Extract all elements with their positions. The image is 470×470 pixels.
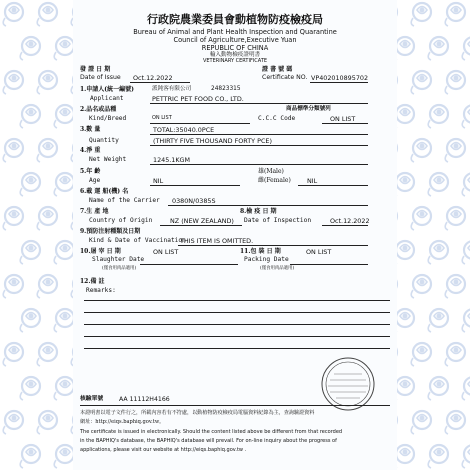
cert-no-label-zh: 證 書 號 碼 (262, 66, 293, 73)
vaccination-label: Kind & Date of Vaccination (89, 237, 186, 244)
applicant-name-zh: 派鈍客有限公司 (152, 86, 192, 92)
quantity-label-zh: 3.數 量 (80, 126, 101, 133)
packing-label-zh: 11.包 裝 日 期 (240, 248, 281, 255)
ccc-value: ON LIST (330, 115, 356, 123)
footer-zh-line-2: 網址：http://eiqs.baphiq.gov.tw。 (80, 419, 165, 425)
vaccination-label-zh: 9.預防注射種類及日期 (80, 228, 141, 235)
footer-en-line-1: The certificate is issued in electronically. Should the content listed above be different from that recorded (80, 429, 343, 435)
origin-label-zh: 7.生 產 地 (80, 208, 109, 215)
certificate-title-zh: 輸入動物檢疫證明書 (209, 52, 261, 58)
country-name: REPUBLIC OF CHINA (201, 44, 269, 52)
certificate-title-en: VETERINARY CERTIFICATE (202, 58, 268, 64)
origin-value: NZ (NEW ZEALAND) (170, 217, 234, 225)
verification-label-zh: 核驗單號 (80, 396, 104, 402)
applicant-id: 24823315 (211, 86, 241, 92)
female-value: NIL (307, 177, 318, 185)
weight-label-zh: 4.淨 重 (80, 147, 101, 154)
remarks-label-zh: 12.備 註 (80, 278, 105, 285)
verification-value: AA 11112H4166 (119, 396, 170, 403)
packing-note: (僅食用肉品適用) (260, 266, 295, 271)
footer-en-line-3: applications, please visit our website at http://eiqs.baphiq.gov.tw . (80, 447, 247, 453)
carrier-value: 0380N/0385S (172, 197, 216, 205)
inspection-label-zh: 8.檢 疫 日 期 (240, 208, 277, 215)
agency-name-zh: 行政院農業委員會動植物防疫檢疫局 (147, 13, 323, 26)
remarks-label: Remarks: (86, 287, 116, 294)
quantity-value: TOTAL:35040.0PCE (153, 126, 215, 134)
ccc-label-zh: 商品標準分類號列 (286, 106, 331, 112)
inspection-value: Oct.12.2022 (330, 217, 370, 225)
female-label: 雌(Female) (258, 177, 291, 184)
origin-label: Country of Origin (89, 217, 153, 224)
slaughter-note: (僅食用肉品適用) (102, 266, 137, 271)
remarks-line (84, 300, 390, 301)
applicant-label-zh: 1.申請人(統一編號) (80, 86, 134, 93)
packing-label: Packing Date (244, 256, 289, 263)
age-value: NIL (153, 177, 164, 185)
footer-en-line-2: in the BAPHIQ's database, the BAPHIQ's database will prevail. For on-line inquiry about the progress of (80, 438, 337, 444)
packing-value: ON LIST (306, 248, 332, 256)
applicant-label: Applicant (90, 95, 124, 102)
kind-label: Kind/Breed (89, 115, 127, 122)
issue-date-value: Oct.12.2022 (133, 74, 173, 82)
kind-label-zh: 2.品名或品種 (80, 106, 117, 113)
issue-date-label: Date of Issue (80, 74, 121, 81)
age-label: Age (89, 177, 101, 184)
weight-value: 1245.1KGM (153, 156, 191, 164)
issue-date-label-zh: 發 證 日 期 (80, 66, 111, 73)
inspection-label: Date of Inspection (244, 217, 312, 224)
slaughter-label-zh: 10.屠 宰 日 期 (80, 248, 121, 255)
carrier-label: Name of the Carrier (89, 197, 160, 204)
remarks-line (84, 312, 390, 313)
footer-zh-line-1: 本證明書以電子文件行之，所載內容若有不符處，以動植物防疫檢疫局電腦資料紀錄為主，查詢驗證資料 (80, 410, 315, 416)
slaughter-label: Slaughter Date (92, 256, 145, 263)
age-label-zh: 5.年 齡 (80, 168, 101, 175)
male-label: 雄(Male) (258, 168, 284, 175)
quantity-words: (THIRTY FIVE THOUSAND FORTY PCE) (153, 137, 272, 145)
quantity-label: Quantity (89, 137, 119, 144)
carrier-label-zh: 6.載 運 船(機) 名 (80, 188, 129, 195)
agency-name-en: Bureau of Animal and Plant Health Inspection and Quarantine (133, 28, 337, 36)
vaccination-value: THIS ITEM IS OMITTED. (180, 237, 254, 245)
ccc-label: C.C.C Code (258, 115, 296, 122)
remarks-line (84, 348, 390, 349)
slaughter-value: ON LIST (153, 248, 179, 256)
cert-no-label: Certificate NO. (262, 74, 308, 81)
remarks-line (84, 336, 390, 337)
applicant-name-en: PETTRIC PET FOOD CO., LTD. (152, 95, 244, 103)
remarks-line (84, 324, 390, 325)
official-seal (320, 356, 376, 412)
kind-value: ON LIST (152, 115, 172, 121)
weight-label: Net Weight (89, 156, 127, 163)
council-name: Council of Agriculture,Executive Yuan (173, 36, 297, 44)
cert-no-value: VP402010895702 (311, 74, 369, 82)
